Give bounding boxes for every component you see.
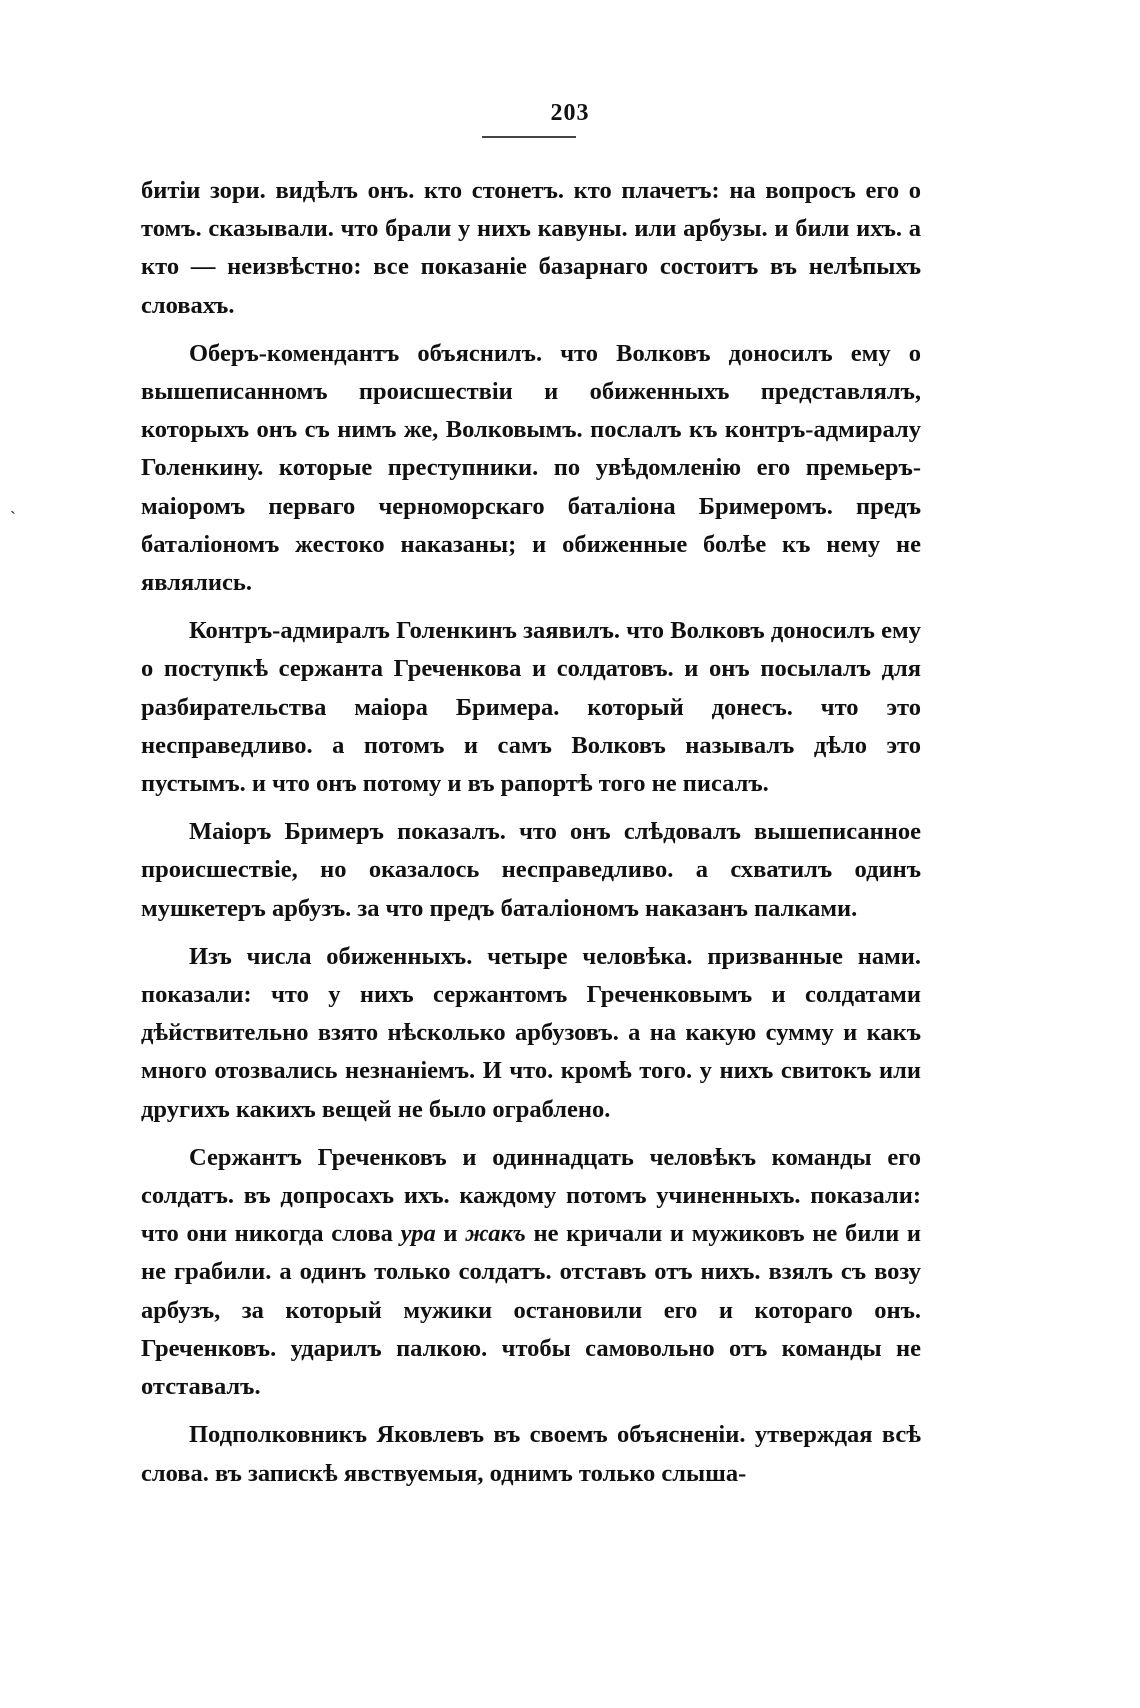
paragraph-3: Контръ-адмиралъ Голенкинъ заявилъ. что Волковъ доносилъ ему о поступкѣ сержанта Греченкова и солдатовъ. и онъ посылалъ для разбирательства маіора Бримера. который донесъ. что это несправедливо. а потомъ и самъ Волковъ называлъ дѣло это пустымъ. и что онъ потому и въ рапортѣ того не писалъ. [141, 617, 921, 798]
paragraph-2: Оберъ-комендантъ объяснилъ. что Волковъ доносилъ ему о вышеписанномъ происшествіи и обиженныхъ представлялъ, которыхъ онъ съ нимъ же, Волковымъ. послалъ къ контръ-адмиралу Голенкину. которые преступники. по увѣдомленію его премьеръ-маіоромъ перваго черноморскаго баталіона Бримеромъ. предъ баталіономъ жестоко наказаны; и обиженные болѣе къ нему не являлись. [141, 339, 921, 597]
paragraph-6-text-middle: и [435, 1220, 466, 1248]
paragraph-6-text-after: не кричали и мужиковъ не били и не грабили. а одинъ только солдатъ. отставъ отъ нихъ. взялъ съ возу арбузъ, за который мужики остановили его и котораго онъ. Греченковъ. ударилъ палкою. чтобы самовольно отъ команды не отставалъ. [141, 1220, 922, 1401]
page-number: 203 [550, 100, 590, 126]
paragraph-6-italic-word-2: жакъ [465, 1220, 526, 1248]
body-text [141, 172, 921, 1493]
paragraph-5: Изъ числа обиженныхъ. четыре человѣка. призванные нами. показали: что у нихъ сержантомъ Греченковымъ и солдатами дѣйствительно взято нѣсколько арбузовъ. а на какую сумму и какъ много отозвались незнаніемъ. И что. кромѣ того. у нихъ свитокъ или другихъ какихъ вещей не было ограблено. [141, 942, 921, 1123]
paragraph-7: Подполковникъ Яковлевъ въ своемъ объясненіи. утверждая всѣ слова. въ запискѣ явствуемыя, однимъ только слыша- [141, 1421, 921, 1487]
paragraph-6-italic-word-1: ура [400, 1220, 436, 1248]
paragraph-1: битіи зори. видѣлъ онъ. кто стонетъ. кто плачетъ: на вопросъ его о томъ. сказывали. что брали у нихъ кавуны. или арбузы. и били ихъ. а кто — неизвѣстно: все показаніе базарнаго состоитъ въ нелѣпыхъ словахъ. [141, 177, 921, 319]
paragraph-6-text-before: Сержантъ Греченковъ и одиннадцать человѣкъ команды его солдатъ. въ допросахъ ихъ. каждому потомъ учиненныхъ. показали: что они никогда слова [141, 1143, 921, 1248]
paragraph-4: Маіоръ Бримеръ показалъ. что онъ слѣдовалъ вышеписанное происшествіе, но оказалось несправедливо. а схватилъ одинъ мушкетеръ арбузъ. за что предъ баталіономъ наказанъ палками. [141, 818, 921, 922]
paragraph-6 [141, 1139, 921, 1406]
header-rule [482, 136, 576, 138]
margin-mark: ˎ [10, 494, 16, 514]
